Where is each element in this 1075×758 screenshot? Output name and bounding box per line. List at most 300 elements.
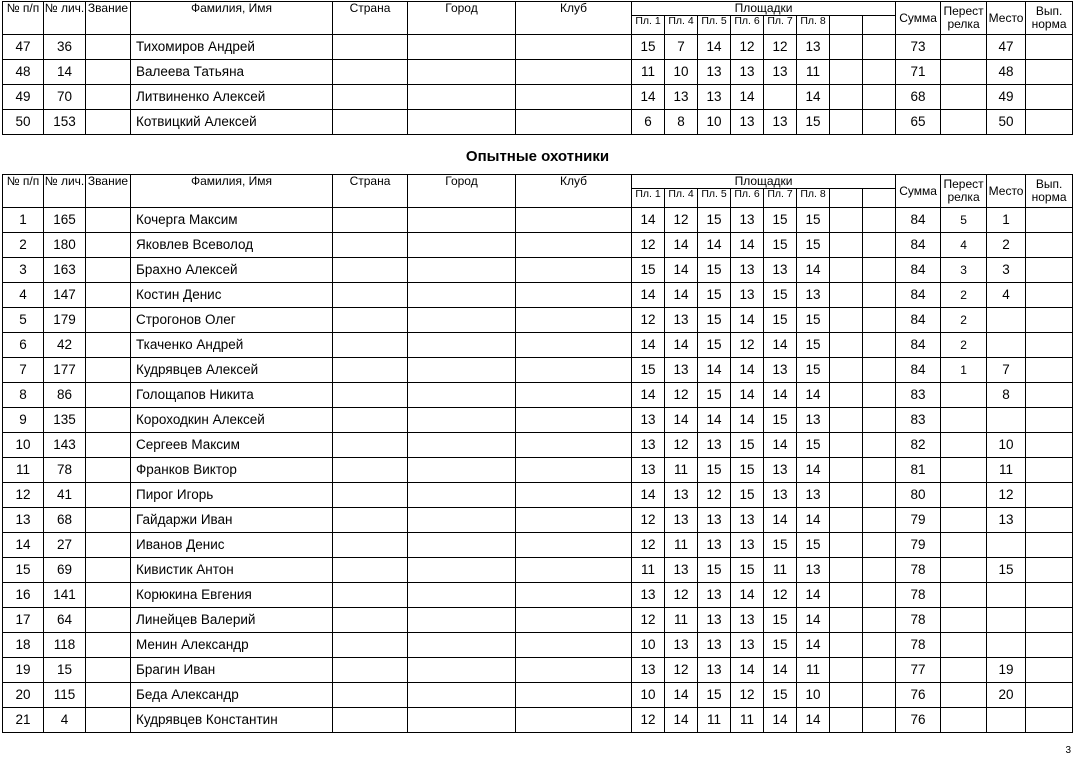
cell-gorod	[408, 458, 516, 483]
table-row	[3, 533, 1073, 558]
cell-pl-8	[863, 633, 896, 658]
cell-vyp	[1026, 683, 1073, 708]
cell-strana	[333, 110, 408, 135]
cell-perestrelka	[941, 85, 987, 110]
cell-pl-7	[830, 308, 863, 333]
cell-pl-8	[863, 583, 896, 608]
cell-pl-8	[863, 608, 896, 633]
cell-pl-1: 12	[632, 508, 665, 533]
cell-num: 4	[3, 283, 44, 308]
table-row	[3, 110, 1073, 135]
cell-lic: 64	[44, 608, 86, 633]
cell-vyp	[1026, 283, 1073, 308]
header-mesto: Место	[987, 175, 1026, 208]
cell-pl-6: 11	[797, 60, 830, 85]
table-row	[3, 35, 1073, 60]
cell-num: 9	[3, 408, 44, 433]
cell-pl-2: 14	[665, 233, 698, 258]
cell-summa: 68	[896, 85, 941, 110]
cell-strana	[333, 35, 408, 60]
table-row	[3, 433, 1073, 458]
cell-pl-4: 14	[731, 85, 764, 110]
cell-lic: 69	[44, 558, 86, 583]
cell-summa: 65	[896, 110, 941, 135]
header-summa: Сумма	[896, 2, 941, 35]
cell-num: 14	[3, 533, 44, 558]
header-pl-2: Пл. 4	[665, 16, 698, 35]
cell-num: 16	[3, 583, 44, 608]
cell-pl-4: 13	[731, 110, 764, 135]
cell-pl-4: 12	[731, 333, 764, 358]
cell-mesto	[987, 308, 1026, 333]
cell-summa: 84	[896, 233, 941, 258]
cell-zvanie	[86, 283, 131, 308]
cell-vyp	[1026, 708, 1073, 733]
cell-lic: 36	[44, 35, 86, 60]
cell-strana	[333, 258, 408, 283]
cell-klub	[516, 583, 632, 608]
cell-num: 11	[3, 458, 44, 483]
cell-pl-1: 15	[632, 258, 665, 283]
cell-lic: 15	[44, 658, 86, 683]
cell-perestrelka: 3	[941, 258, 987, 283]
header-pl-7	[830, 16, 863, 35]
cell-lic: 115	[44, 683, 86, 708]
cell-name: Линейцев Валерий	[131, 608, 333, 633]
cell-pl-2: 12	[665, 208, 698, 233]
cell-pl-8	[863, 35, 896, 60]
cell-gorod	[408, 558, 516, 583]
cell-klub	[516, 358, 632, 383]
cell-num: 20	[3, 683, 44, 708]
cell-pl-3: 13	[698, 608, 731, 633]
cell-pl-5: 13	[764, 358, 797, 383]
cell-summa: 73	[896, 35, 941, 60]
cell-name: Короходкин Алексей	[131, 408, 333, 433]
cell-pl-7	[830, 85, 863, 110]
cell-zvanie	[86, 358, 131, 383]
table-row	[3, 483, 1073, 508]
cell-strana	[333, 608, 408, 633]
cell-num: 17	[3, 608, 44, 633]
cell-vyp	[1026, 433, 1073, 458]
cell-num: 8	[3, 383, 44, 408]
cell-zvanie	[86, 110, 131, 135]
cell-pl-2: 12	[665, 383, 698, 408]
cell-pl-6: 15	[797, 110, 830, 135]
cell-perestrelka	[941, 35, 987, 60]
cell-num: 2	[3, 233, 44, 258]
header-strana: Страна	[333, 2, 408, 35]
cell-perestrelka	[941, 558, 987, 583]
cell-zvanie	[86, 708, 131, 733]
cell-pl-7	[830, 583, 863, 608]
header-lic: № лич.	[44, 175, 86, 208]
cell-perestrelka	[941, 583, 987, 608]
cell-pl-2: 13	[665, 558, 698, 583]
cell-zvanie	[86, 458, 131, 483]
cell-perestrelka	[941, 533, 987, 558]
cell-pl-7	[830, 60, 863, 85]
cell-num: 49	[3, 85, 44, 110]
cell-pl-2: 8	[665, 110, 698, 135]
cell-klub	[516, 110, 632, 135]
table-row	[3, 508, 1073, 533]
cell-name: Менин Александр	[131, 633, 333, 658]
cell-pl-6: 14	[797, 383, 830, 408]
cell-strana	[333, 308, 408, 333]
cell-pl-8	[863, 333, 896, 358]
cell-lic: 179	[44, 308, 86, 333]
cell-vyp	[1026, 308, 1073, 333]
cell-pl-8	[863, 483, 896, 508]
cell-mesto	[987, 408, 1026, 433]
cell-pl-6: 14	[797, 458, 830, 483]
cell-zvanie	[86, 608, 131, 633]
cell-gorod	[408, 408, 516, 433]
cell-vyp	[1026, 608, 1073, 633]
cell-pl-7	[830, 283, 863, 308]
header-pl-8	[863, 16, 896, 35]
cell-pl-8	[863, 233, 896, 258]
cell-pl-5: 15	[764, 683, 797, 708]
cell-zvanie	[86, 633, 131, 658]
cell-gorod	[408, 633, 516, 658]
cell-pl-7	[830, 408, 863, 433]
cell-summa: 79	[896, 508, 941, 533]
cell-pl-8	[863, 308, 896, 333]
cell-pl-1: 14	[632, 85, 665, 110]
cell-strana	[333, 533, 408, 558]
cell-num: 21	[3, 708, 44, 733]
cell-gorod	[408, 110, 516, 135]
cell-pl-4: 14	[731, 358, 764, 383]
cell-mesto: 1	[987, 208, 1026, 233]
cell-strana	[333, 60, 408, 85]
cell-mesto	[987, 708, 1026, 733]
table1-body	[3, 2, 1073, 135]
cell-name: Кивистик Антон	[131, 558, 333, 583]
cell-pl-5: 14	[764, 658, 797, 683]
cell-pl-2: 11	[665, 458, 698, 483]
cell-klub	[516, 85, 632, 110]
cell-lic: 143	[44, 433, 86, 458]
cell-pl-1: 11	[632, 558, 665, 583]
cell-pl-3: 15	[698, 683, 731, 708]
cell-pl-5: 15	[764, 533, 797, 558]
table2-body	[3, 175, 1073, 733]
header-pl-8	[863, 189, 896, 208]
cell-summa: 78	[896, 633, 941, 658]
header-pl-6: Пл. 8	[797, 16, 830, 35]
cell-gorod	[408, 483, 516, 508]
cell-summa: 83	[896, 408, 941, 433]
cell-zvanie	[86, 333, 131, 358]
cell-pl-3: 15	[698, 208, 731, 233]
cell-pl-8	[863, 383, 896, 408]
cell-strana	[333, 583, 408, 608]
cell-strana	[333, 333, 408, 358]
cell-mesto: 49	[987, 85, 1026, 110]
cell-gorod	[408, 258, 516, 283]
cell-klub	[516, 433, 632, 458]
cell-lic: 135	[44, 408, 86, 433]
cell-perestrelka	[941, 60, 987, 85]
cell-pl-6: 15	[797, 333, 830, 358]
cell-pl-4: 15	[731, 433, 764, 458]
cell-pl-4: 13	[731, 258, 764, 283]
cell-pl-2: 13	[665, 483, 698, 508]
cell-pl-8	[863, 208, 896, 233]
cell-strana	[333, 233, 408, 258]
cell-klub	[516, 208, 632, 233]
header-pl-5: Пл. 7	[764, 189, 797, 208]
cell-mesto	[987, 533, 1026, 558]
cell-name: Яковлев Всеволод	[131, 233, 333, 258]
cell-gorod	[408, 708, 516, 733]
cell-lic: 68	[44, 508, 86, 533]
cell-lic: 118	[44, 633, 86, 658]
cell-pl-6: 13	[797, 283, 830, 308]
cell-perestrelka: 1	[941, 358, 987, 383]
cell-pl-1: 15	[632, 35, 665, 60]
cell-name: Иванов Денис	[131, 533, 333, 558]
cell-num: 5	[3, 308, 44, 333]
cell-gorod	[408, 433, 516, 458]
cell-klub	[516, 458, 632, 483]
cell-strana	[333, 483, 408, 508]
table-row	[3, 408, 1073, 433]
cell-pl-1: 11	[632, 60, 665, 85]
cell-mesto	[987, 608, 1026, 633]
cell-pl-4: 13	[731, 608, 764, 633]
cell-klub	[516, 658, 632, 683]
cell-klub	[516, 558, 632, 583]
cell-summa: 77	[896, 658, 941, 683]
header-summa: Сумма	[896, 175, 941, 208]
cell-pl-2: 14	[665, 333, 698, 358]
cell-name: Кудрявцев Константин	[131, 708, 333, 733]
cell-pl-5: 15	[764, 208, 797, 233]
cell-mesto: 2	[987, 233, 1026, 258]
cell-perestrelka	[941, 683, 987, 708]
cell-klub	[516, 383, 632, 408]
cell-mesto: 13	[987, 508, 1026, 533]
cell-pl-6: 15	[797, 308, 830, 333]
cell-num: 1	[3, 208, 44, 233]
cell-pl-5: 13	[764, 110, 797, 135]
table-row	[3, 608, 1073, 633]
cell-strana	[333, 633, 408, 658]
cell-pl-8	[863, 408, 896, 433]
cell-lic: 147	[44, 283, 86, 308]
cell-pl-7	[830, 383, 863, 408]
cell-summa: 82	[896, 433, 941, 458]
header-num: № п/п	[3, 175, 44, 208]
cell-summa: 78	[896, 583, 941, 608]
header-name: Фамилия, Имя	[131, 2, 333, 35]
cell-klub	[516, 233, 632, 258]
cell-vyp	[1026, 658, 1073, 683]
cell-gorod	[408, 60, 516, 85]
cell-gorod	[408, 333, 516, 358]
cell-name: Гайдаржи Иван	[131, 508, 333, 533]
cell-summa: 84	[896, 333, 941, 358]
header-vyp: Вып. норма	[1026, 175, 1073, 208]
cell-gorod	[408, 85, 516, 110]
cell-vyp	[1026, 208, 1073, 233]
cell-pl-4: 13	[731, 508, 764, 533]
header-vyp: Вып. норма	[1026, 2, 1073, 35]
cell-vyp	[1026, 333, 1073, 358]
cell-pl-6: 14	[797, 85, 830, 110]
cell-num: 12	[3, 483, 44, 508]
cell-mesto: 11	[987, 458, 1026, 483]
cell-zvanie	[86, 583, 131, 608]
cell-pl-8	[863, 508, 896, 533]
cell-gorod	[408, 308, 516, 333]
cell-pl-6: 13	[797, 483, 830, 508]
cell-klub	[516, 608, 632, 633]
cell-perestrelka	[941, 608, 987, 633]
cell-pl-8	[863, 433, 896, 458]
header-lic: № лич.	[44, 2, 86, 35]
header-gorod: Город	[408, 2, 516, 35]
cell-pl-1: 12	[632, 233, 665, 258]
table-row	[3, 458, 1073, 483]
cell-gorod	[408, 583, 516, 608]
cell-pl-2: 13	[665, 633, 698, 658]
cell-pl-7	[830, 658, 863, 683]
cell-pl-1: 14	[632, 333, 665, 358]
cell-gorod	[408, 383, 516, 408]
cell-perestrelka: 2	[941, 333, 987, 358]
cell-pl-2: 7	[665, 35, 698, 60]
cell-pl-1: 13	[632, 583, 665, 608]
cell-pl-8	[863, 658, 896, 683]
cell-pl-2: 14	[665, 283, 698, 308]
cell-vyp	[1026, 358, 1073, 383]
cell-pl-3: 13	[698, 533, 731, 558]
cell-gorod	[408, 683, 516, 708]
cell-strana	[333, 683, 408, 708]
cell-perestrelka: 4	[941, 233, 987, 258]
cell-mesto: 3	[987, 258, 1026, 283]
cell-name: Кудрявцев Алексей	[131, 358, 333, 383]
cell-pl-4: 14	[731, 658, 764, 683]
cell-zvanie	[86, 658, 131, 683]
cell-summa: 81	[896, 458, 941, 483]
cell-summa: 76	[896, 683, 941, 708]
cell-pl-5: 14	[764, 383, 797, 408]
cell-pl-5: 14	[764, 333, 797, 358]
cell-pl-3: 13	[698, 658, 731, 683]
cell-pl-3: 13	[698, 508, 731, 533]
cell-pl-2: 12	[665, 658, 698, 683]
cell-name: Брагин Иван	[131, 658, 333, 683]
cell-perestrelka	[941, 408, 987, 433]
header-pl-1: Пл. 1	[632, 16, 665, 35]
cell-zvanie	[86, 258, 131, 283]
cell-pl-6: 11	[797, 658, 830, 683]
cell-pl-6: 13	[797, 35, 830, 60]
cell-pl-8	[863, 708, 896, 733]
header-pl-7	[830, 189, 863, 208]
cell-vyp	[1026, 383, 1073, 408]
cell-pl-5: 12	[764, 583, 797, 608]
cell-strana	[333, 658, 408, 683]
cell-gorod	[408, 233, 516, 258]
cell-pl-6: 14	[797, 508, 830, 533]
header-num: № п/п	[3, 2, 44, 35]
table-row	[3, 583, 1073, 608]
cell-strana	[333, 358, 408, 383]
cell-klub	[516, 708, 632, 733]
cell-num: 13	[3, 508, 44, 533]
results-table-experienced	[2, 174, 1073, 733]
cell-zvanie	[86, 683, 131, 708]
table-row	[3, 358, 1073, 383]
cell-pl-4: 12	[731, 35, 764, 60]
cell-pl-3: 14	[698, 408, 731, 433]
cell-pl-5: 13	[764, 483, 797, 508]
cell-num: 47	[3, 35, 44, 60]
cell-pl-3: 15	[698, 308, 731, 333]
cell-pl-5: 15	[764, 608, 797, 633]
cell-lic: 42	[44, 333, 86, 358]
cell-strana	[333, 558, 408, 583]
cell-num: 6	[3, 333, 44, 358]
cell-summa: 78	[896, 608, 941, 633]
cell-name: Франков Виктор	[131, 458, 333, 483]
cell-pl-8	[863, 283, 896, 308]
cell-klub	[516, 533, 632, 558]
table-row	[3, 658, 1073, 683]
cell-zvanie	[86, 383, 131, 408]
cell-pl-5: 15	[764, 233, 797, 258]
cell-vyp	[1026, 85, 1073, 110]
cell-vyp	[1026, 633, 1073, 658]
cell-mesto	[987, 633, 1026, 658]
cell-pl-1: 12	[632, 308, 665, 333]
cell-strana	[333, 383, 408, 408]
cell-mesto: 19	[987, 658, 1026, 683]
cell-pl-2: 14	[665, 258, 698, 283]
table-row	[3, 85, 1073, 110]
cell-pl-5: 15	[764, 408, 797, 433]
cell-pl-7	[830, 110, 863, 135]
header-pl-5: Пл. 7	[764, 16, 797, 35]
cell-name: Сергеев Максим	[131, 433, 333, 458]
cell-pl-2: 14	[665, 408, 698, 433]
cell-pl-4: 11	[731, 708, 764, 733]
cell-lic: 14	[44, 60, 86, 85]
header-ploshchadki: Площадки	[632, 175, 896, 189]
cell-zvanie	[86, 508, 131, 533]
cell-strana	[333, 708, 408, 733]
cell-klub	[516, 333, 632, 358]
header-pl-3: Пл. 5	[698, 16, 731, 35]
cell-lic: 165	[44, 208, 86, 233]
cell-pl-4: 14	[731, 308, 764, 333]
cell-perestrelka	[941, 458, 987, 483]
cell-pl-5: 13	[764, 60, 797, 85]
cell-pl-6: 14	[797, 583, 830, 608]
cell-zvanie	[86, 558, 131, 583]
cell-vyp	[1026, 458, 1073, 483]
cell-name: Пирог Игорь	[131, 483, 333, 508]
cell-mesto: 7	[987, 358, 1026, 383]
